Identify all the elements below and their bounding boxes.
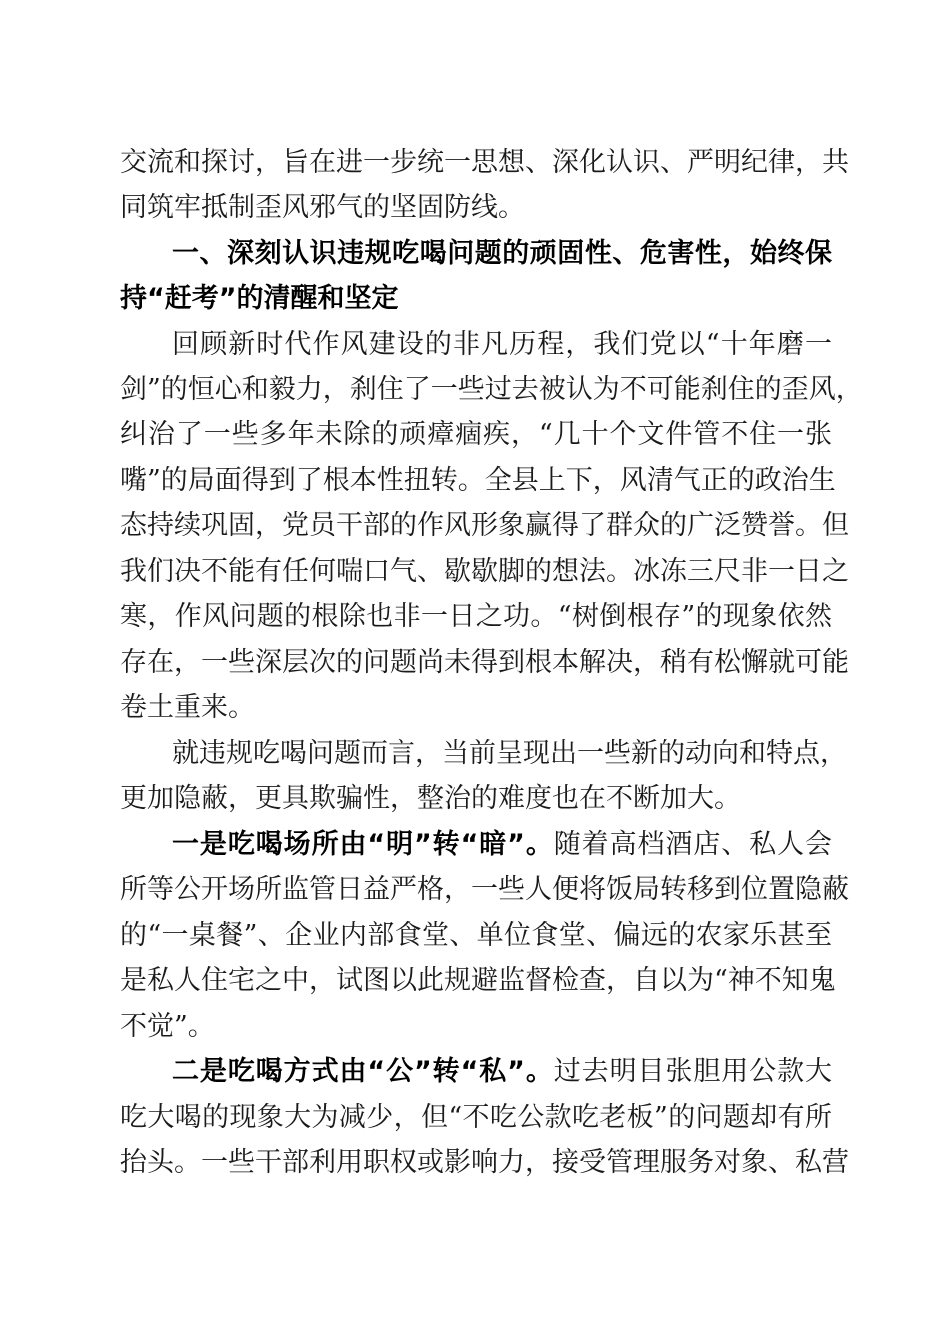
review-line-6: 我们决不能有任何喘口气、歇歇脚的想法。冰冻三尺非一日之 (120, 556, 849, 587)
review-line-4: 嘴”的局面得到了根本性扭转。全县上下，风清气正的政治生 (120, 465, 836, 496)
review-line-5: 态持续巩固，党员干部的作风形象赢得了群众的广泛赞誉。但 (120, 510, 849, 541)
point-1-line-1-rest: 随着高档酒店、私人会 (553, 829, 833, 860)
review-line-8: 存在，一些深层次的问题尚未得到根本解决，稍有松懈就可能 (120, 647, 849, 678)
review-line-2: 剑”的恒心和毅力，刹住了一些过去被认为不可能刹住的歪风， (120, 374, 863, 405)
point-1-line-5: 不觉”。 (120, 1011, 215, 1042)
point-2-lead: 二是吃喝方式由“公”转“私”。 (172, 1056, 554, 1087)
point-1-line-3: 的“一桌餐”、企业内部食堂、单位食堂、偏远的农家乐甚至 (120, 920, 832, 951)
section-heading-line-1: 一、深刻认识违规吃喝问题的顽固性、危害性，始终保 (172, 238, 832, 269)
point-2-line-2: 吃大喝的现象大为减少，但“不吃公款吃老板”的问题却有所 (120, 1102, 832, 1133)
review-line-9: 卷土重来。 (120, 692, 255, 723)
point-2-line-1 (172, 1052, 832, 1092)
point-1-line-2: 所等公开场所监管日益严格，一些人便将饭局转移到位置隐蔽 (120, 874, 849, 905)
review-line-3: 纠治了一些多年未除的顽瘴痼疾，“几十个文件管不住一张 (120, 419, 832, 450)
point-1-lead: 一是吃喝场所由“明”转“暗”。 (172, 829, 554, 860)
point-1-line-4: 是私人住宅之中，试图以此规避监督检查，自以为“神不知鬼 (120, 965, 836, 996)
intro-line-1: 交流和探讨，旨在进一步统一思想、深化认识、严明纪律，共 (120, 147, 849, 178)
point-1-line-1 (172, 825, 832, 865)
review-line-7: 寒，作风问题的根除也非一日之功。“树倒根存”的现象依然 (120, 601, 832, 632)
intro-line-2: 同筑牢抵制歪风邪气的坚固防线。 (120, 192, 525, 223)
point-2-line-3: 抬头。一些干部利用职权或影响力，接受管理服务对象、私营 (120, 1147, 849, 1178)
trends-line-1: 就违规吃喝问题而言，当前呈现出一些新的动向和特点， (172, 738, 847, 769)
point-2-line-1-rest: 过去明目张胆用公款大 (553, 1056, 833, 1087)
section-heading-line-2: 持“赶考”的清醒和坚定 (120, 283, 399, 314)
trends-line-2: 更加隐蔽，更具欺骗性，整治的难度也在不断加大。 (120, 783, 741, 814)
review-line-1: 回顾新时代作风建设的非凡历程，我们党以“十年磨一 (172, 329, 832, 360)
